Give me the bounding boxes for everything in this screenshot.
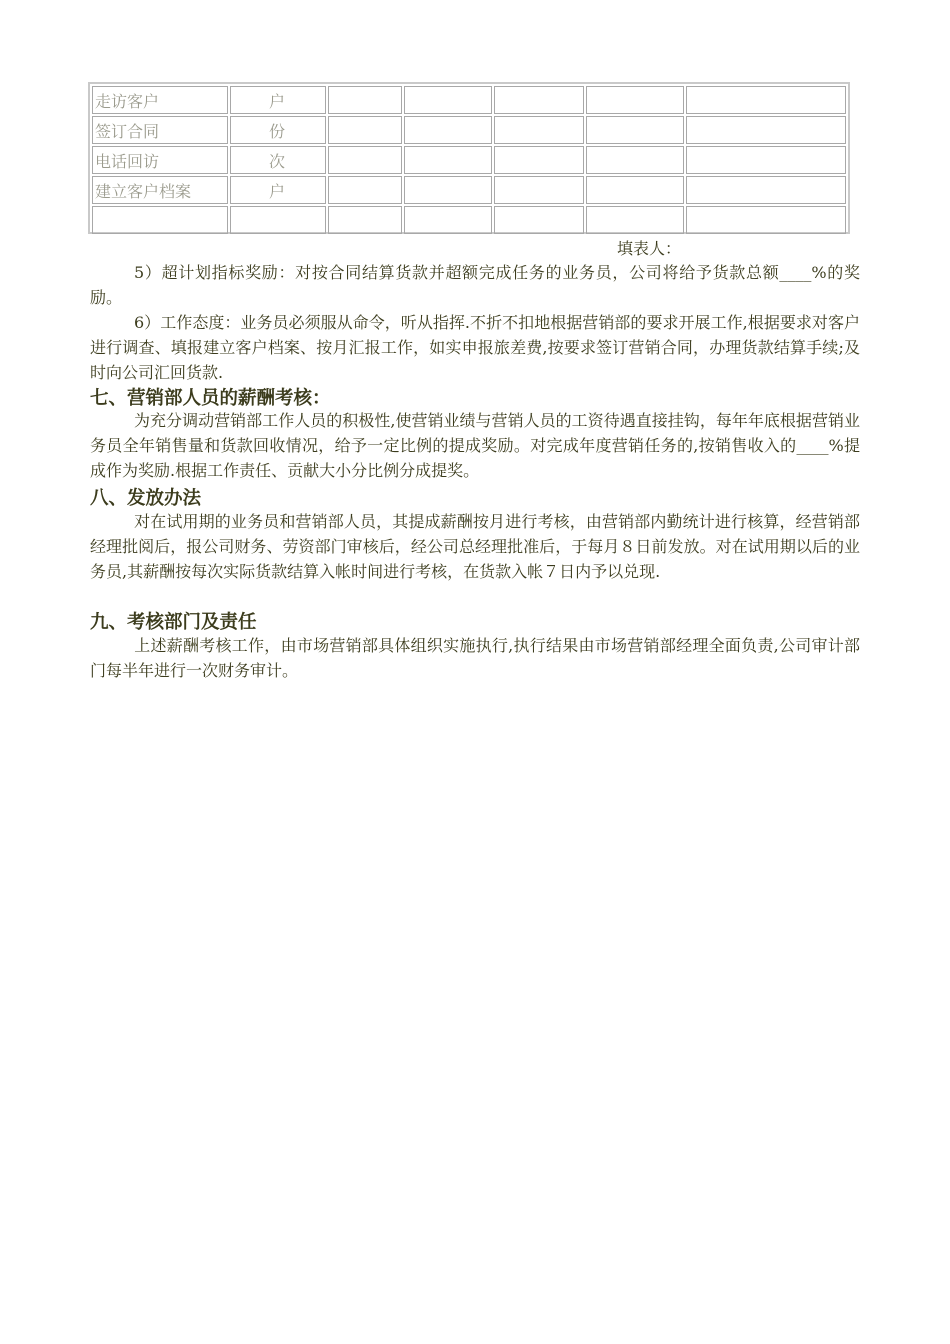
section-body-9 (90, 633, 860, 683)
empty-cell (686, 206, 846, 234)
table-row (92, 86, 846, 114)
paragraph-text: 6）工作态度：业务员必须服从命令，听从指挥.不折不扣地根据营销部的要求开展工作,根据要求对客户进行调查、填报建立客户档案、按月汇报工作，如实申报旅差费,按要求签订营销合同，办理货款结算手续;及时向公司汇回货款. (90, 313, 860, 382)
empty-cell (328, 146, 402, 174)
item-cell: 走访客户 (92, 86, 228, 114)
paragraph-item-6 (90, 310, 860, 385)
empty-cell (494, 176, 584, 204)
section-body-8 (90, 509, 860, 584)
empty-cell (686, 116, 846, 144)
item-cell: 电话回访 (92, 146, 228, 174)
item-cell: 建立客户档案 (92, 176, 228, 204)
empty-cell (328, 116, 402, 144)
empty-cell (404, 206, 492, 234)
empty-cell (586, 206, 684, 234)
empty-cell (494, 206, 584, 234)
empty-cell (586, 146, 684, 174)
table-row (92, 146, 846, 174)
empty-cell (686, 86, 846, 114)
empty-cell (328, 86, 402, 114)
empty-cell (404, 116, 492, 144)
table-row (92, 206, 846, 234)
empty-cell (586, 176, 684, 204)
empty-cell (686, 176, 846, 204)
item-cell: 签订合同 (92, 116, 228, 144)
paragraph-text: 5）超计划指标奖励：对按合同结算货款并超额完成任务的业务员，公司将给予货款总额____%的奖励。 (90, 263, 860, 307)
unit-cell: 次 (230, 146, 326, 174)
section-heading-8: 八、发放办法 (90, 488, 202, 509)
empty-cell (328, 206, 402, 234)
empty-cell (404, 86, 492, 114)
empty-cell (404, 146, 492, 174)
empty-cell (494, 146, 584, 174)
unit-cell: 份 (230, 116, 326, 144)
paragraph-text: 为充分调动营销部工作人员的积极性,使营销业绩与营销人员的工资待遇直接挂钩，每年年底根据营销业务员全年销售量和货款回收情况，给予一定比例的提成奖励。对完成年度营销任务的,按销售收入的____%提成作为奖励.根据工作责任、贡献大小分比例分成提奖。 (90, 411, 860, 480)
filler-label: 填表人： (617, 239, 682, 258)
empty-cell (586, 86, 684, 114)
assessment-table-frame (88, 82, 850, 234)
item-cell (92, 206, 228, 234)
empty-cell (494, 116, 584, 144)
unit-cell: 户 (230, 176, 326, 204)
table-row (92, 176, 846, 204)
assessment-table (90, 84, 848, 236)
paragraph-item-5 (90, 260, 860, 310)
empty-cell (686, 146, 846, 174)
unit-cell: 户 (230, 86, 326, 114)
unit-cell (230, 206, 326, 234)
table-row (92, 116, 846, 144)
empty-cell (586, 116, 684, 144)
paragraph-text: 上述薪酬考核工作，由市场营销部具体组织实施执行,执行结果由市场营销部经理全面负责,公司审计部门每半年进行一次财务审计。 (90, 636, 860, 680)
empty-cell (328, 176, 402, 204)
section-heading-7: 七、营销部人员的薪酬考核： (90, 388, 331, 409)
section-body-7 (90, 408, 860, 483)
section-heading-9: 九、考核部门及责任 (90, 612, 257, 633)
empty-cell (494, 86, 584, 114)
paragraph-text: 对在试用期的业务员和营销部人员，其提成薪酬按月进行考核，由营销部内勤统计进行核算，经营销部经理批阅后，报公司财务、劳资部门审核后，经公司总经理批准后，于每月８日前发放。对在试用期以后的业务员,其薪酬按每次实际货款结算入帐时间进行考核，在货款入帐７日内予以兑现. (90, 512, 860, 581)
empty-cell (404, 176, 492, 204)
